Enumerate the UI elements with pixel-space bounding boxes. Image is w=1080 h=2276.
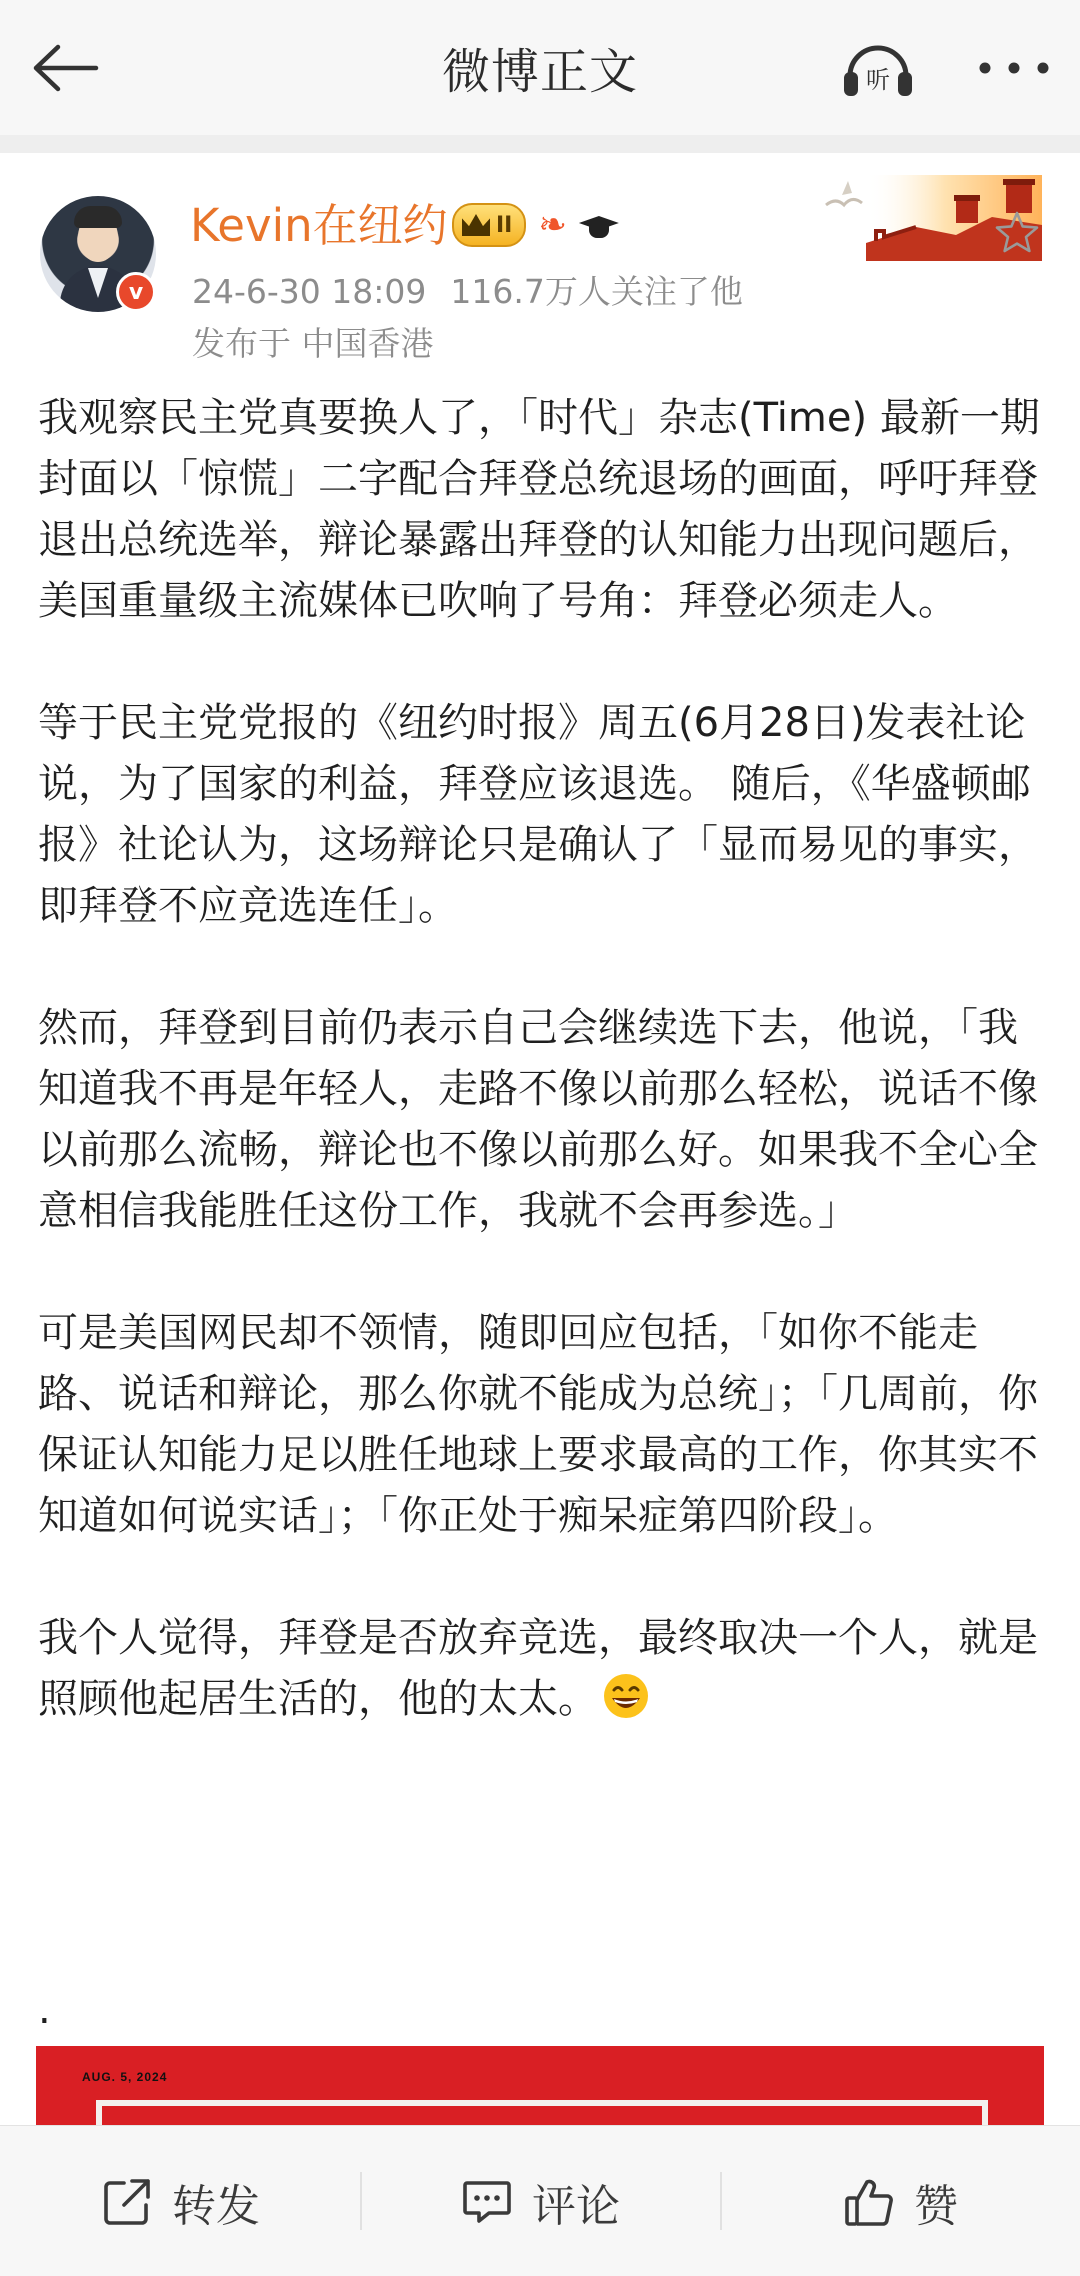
post-paragraph-last bbox=[38, 1608, 1048, 1730]
more-dots-icon bbox=[978, 61, 1050, 75]
headphones-icon bbox=[840, 36, 916, 102]
more-options-button[interactable] bbox=[974, 40, 1054, 96]
grinning-face-emoji-icon bbox=[602, 1672, 650, 1720]
comment-button[interactable] bbox=[360, 2126, 720, 2276]
post-paragraph: 可是美国网民却不领情，随即回应包括，「如你不能走路、说话和辩论，那么你就不能成为总统」；「几周前，你保证认知能力足以胜任地球上要求最高的工作，你其实不知道如何说实话」；「你正处于痴呆症第四阶段」。 bbox=[38, 1310, 1038, 1539]
post-paragraph: 然而，拜登到目前仍表示自己会继续选下去，他说，「我知道我不再是年轻人，走路不像以前那么轻松，说话不像以前那么流畅，辩论也不像以前那么好。如果我不全心全意相信我能胜任这份工作，我就不会再参选。」 bbox=[38, 1005, 1038, 1234]
listen-label: 听 bbox=[866, 66, 890, 94]
listen-button[interactable] bbox=[838, 34, 918, 104]
post-paragraph: 等于民主党党报的《纽约时报》周五(6月28日)发表社论说，为了国家的利益，拜登应该退选。 随后，《华盛顿邮报》社论认为，这场辩论只是确认了「显而易见的事实，即拜登不应竞选连任」。 bbox=[38, 700, 1038, 929]
member-level-text: II bbox=[496, 212, 513, 238]
crown-icon bbox=[462, 214, 490, 236]
favorite-star-button[interactable] bbox=[990, 206, 1044, 260]
comment-label: 评论 bbox=[532, 2180, 620, 2232]
repost-label: 转发 bbox=[172, 2180, 260, 2232]
post-paragraph: 我观察民主党真要换人了，「时代」杂志(Time) 最新一期封面以「惊慌」二字配合拜登总统退场的画面，呼吁拜登退出总统选举，辩论暴露出拜登的认知能力出现问题后，美国重量级主流媒体已吹响了号角：拜登必须走人。 bbox=[38, 395, 1040, 624]
post-location: 发布于 中国香港 bbox=[192, 324, 434, 363]
repost-button[interactable] bbox=[0, 2126, 360, 2276]
member-level-badge[interactable] bbox=[452, 203, 526, 247]
author-badges bbox=[452, 200, 619, 250]
thumbs-up-icon bbox=[842, 2175, 896, 2229]
graduation-cap-icon[interactable] bbox=[579, 210, 619, 240]
author-name[interactable]: Kevin在纽约 bbox=[190, 199, 448, 252]
post-timestamp: 24-6-30 18:09 bbox=[192, 272, 427, 311]
comment-icon bbox=[460, 2175, 514, 2229]
verified-badge: v bbox=[116, 272, 156, 312]
post-meta bbox=[192, 266, 743, 313]
page-title: 微博正文 bbox=[441, 44, 638, 100]
like-button[interactable] bbox=[720, 2126, 1080, 2276]
post-paragraph-text: 我个人觉得，拜登是否放弃竞选，最终取决一个人，就是照顾他起居生活的，他的太太。 bbox=[38, 1615, 1038, 1722]
header-divider bbox=[0, 135, 1080, 153]
bottom-action-bar bbox=[0, 2125, 1080, 2276]
repost-icon bbox=[100, 2175, 154, 2229]
post-trailing-dot: . bbox=[38, 1987, 51, 2033]
fish-badge-icon[interactable]: ❧ bbox=[538, 205, 567, 245]
magazine-cover-date: AUG. 5, 2024 bbox=[82, 2070, 168, 2084]
post-body bbox=[38, 388, 1048, 1730]
like-label: 赞 bbox=[914, 2180, 958, 2232]
top-navigation-bar bbox=[0, 0, 1080, 135]
followers-count: 116.7万人关注了他 bbox=[450, 272, 743, 311]
star-icon bbox=[993, 209, 1041, 257]
